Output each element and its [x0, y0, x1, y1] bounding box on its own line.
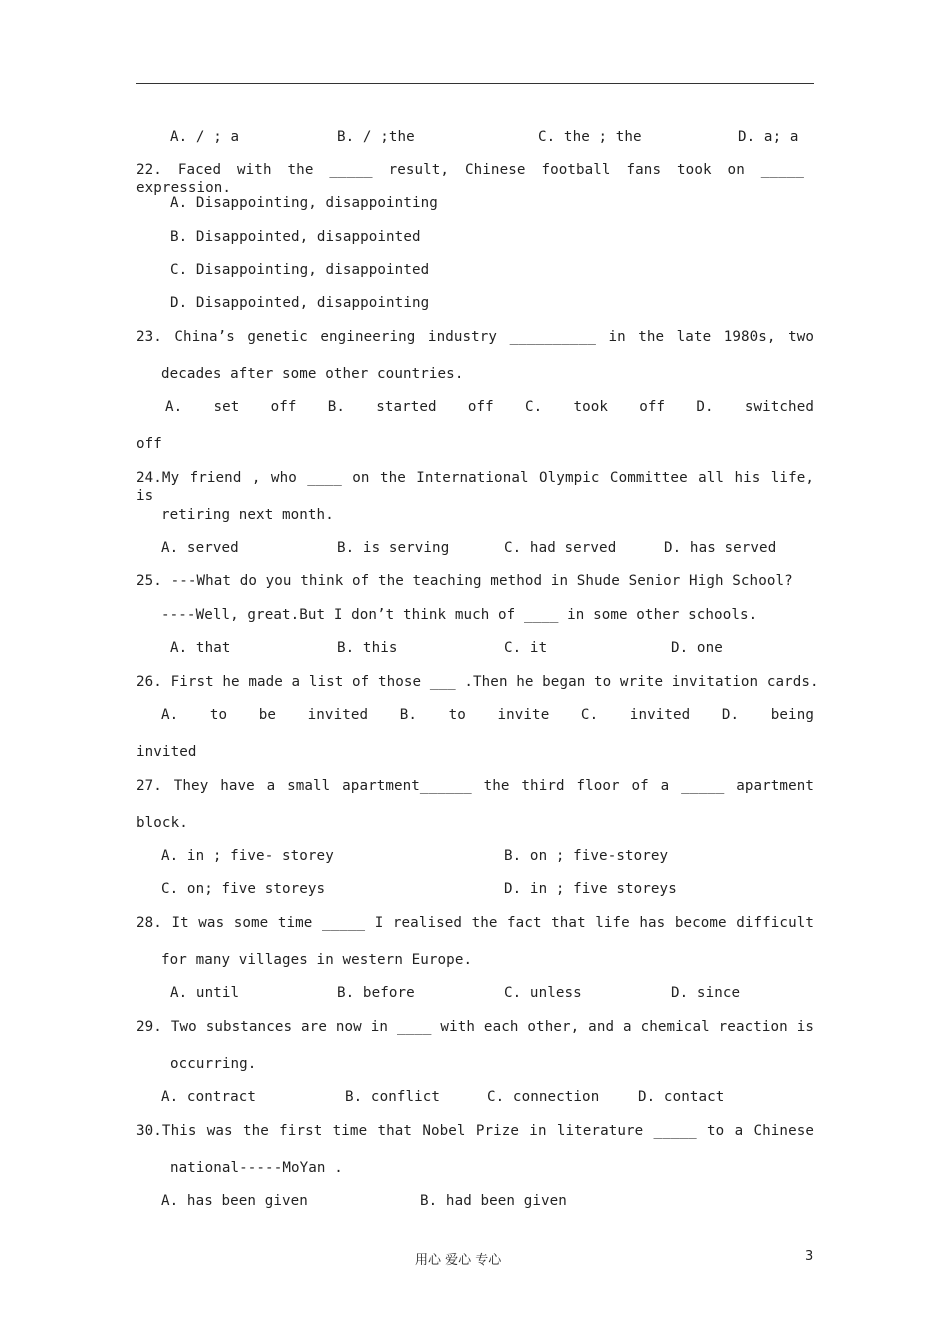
q26-stem: 26. First he made a list of those ___ .Then he began to write invitation cards.	[136, 674, 819, 690]
q27-option-b: B. on ; five-storey	[504, 848, 669, 864]
q27-stem-line1: 27. They have a small apartment______ the third floor of a _____ apartment	[136, 778, 814, 794]
q23-options-wrap: off	[136, 436, 162, 452]
q30-stem-line1: 30.This was the first time that Nobel Prize in literature _____ to a Chinese	[136, 1123, 814, 1139]
q21-option-b: B. / ;the	[337, 129, 415, 145]
q25-line1: 25. ---What do you think of the teaching method in Shude Senior High School?	[136, 573, 793, 589]
q21-option-a: A. / ; a	[170, 129, 240, 145]
q28-option-b: B. before	[337, 985, 415, 1001]
q21-option-d: D. a; a	[738, 129, 799, 145]
q25-option-c: C. it	[504, 640, 548, 656]
q27-option-c: C. on; five storeys	[161, 881, 326, 897]
q29-option-c: C. connection	[487, 1089, 600, 1105]
q25-option-d: D. one	[671, 640, 723, 656]
q27-option-a: A. in ; five- storey	[161, 848, 334, 864]
q27-option-d: D. in ; five storeys	[504, 881, 677, 897]
q29-option-d: D. contact	[638, 1089, 725, 1105]
q30-stem-line2: national-----MoYan .	[170, 1160, 343, 1176]
q22-stem: 22. Faced with the _____ result, Chinese football fans took on _____ expression.	[136, 162, 804, 196]
q22-option-c: C. Disappointing, disappointed	[170, 262, 430, 278]
q27-stem-line2: block.	[136, 815, 188, 831]
q29-stem-line1: 29. Two substances are now in ____ with each other, and a chemical reaction is	[136, 1019, 814, 1035]
q24-stem-line2: retiring next month.	[161, 507, 334, 523]
q28-option-d: D. since	[671, 985, 741, 1001]
q23-stem-line2: decades after some other countries.	[161, 366, 464, 382]
q28-stem-line2: for many villages in western Europe.	[161, 952, 473, 968]
q26-options: A. to be invited B. to invite C. invited D. being	[161, 707, 814, 723]
q25-option-a: A. that	[170, 640, 231, 656]
q29-option-a: A. contract	[161, 1089, 257, 1105]
footer-motto: 用心 爱心 专心	[415, 1253, 502, 1268]
q22-option-b: B. Disappointed, disappointed	[170, 229, 421, 245]
q21-option-c: C. the ; the	[538, 129, 642, 145]
q25-option-b: B. this	[337, 640, 398, 656]
q25-line2: ----Well, great.But I don’t think much of ____ in some other schools.	[161, 607, 758, 623]
q24-option-c: C. had served	[504, 540, 617, 556]
q22-option-a: A. Disappointing, disappointing	[170, 195, 438, 211]
q29-option-b: B. conflict	[345, 1089, 441, 1105]
q22-option-d: D. Disappointed, disappointing	[170, 295, 430, 311]
q28-stem-line1: 28. It was some time _____ I realised the fact that life has become difficult	[136, 915, 814, 931]
q23-options: A. set off B. started off C. took off D. switched	[165, 399, 814, 415]
q23-stem-line1: 23. China’s genetic engineering industry __________ in the late 1980s, two	[136, 329, 814, 345]
q30-option-a: A. has been given	[161, 1193, 308, 1209]
q29-stem-line2: occurring.	[170, 1056, 257, 1072]
header-rule	[136, 83, 814, 84]
q28-option-a: A. until	[170, 985, 240, 1001]
q26-options-wrap: invited	[136, 744, 197, 760]
q24-option-d: D. has served	[664, 540, 777, 556]
q24-stem-line1: 24.My friend , who ____ on the International Olympic Committee all his life, is	[136, 470, 814, 504]
q24-option-a: A. served	[161, 540, 239, 556]
q30-option-b: B. had been given	[420, 1193, 567, 1209]
q24-option-b: B. is serving	[337, 540, 450, 556]
page-number: 3	[805, 1249, 814, 1264]
q28-option-c: C. unless	[504, 985, 582, 1001]
